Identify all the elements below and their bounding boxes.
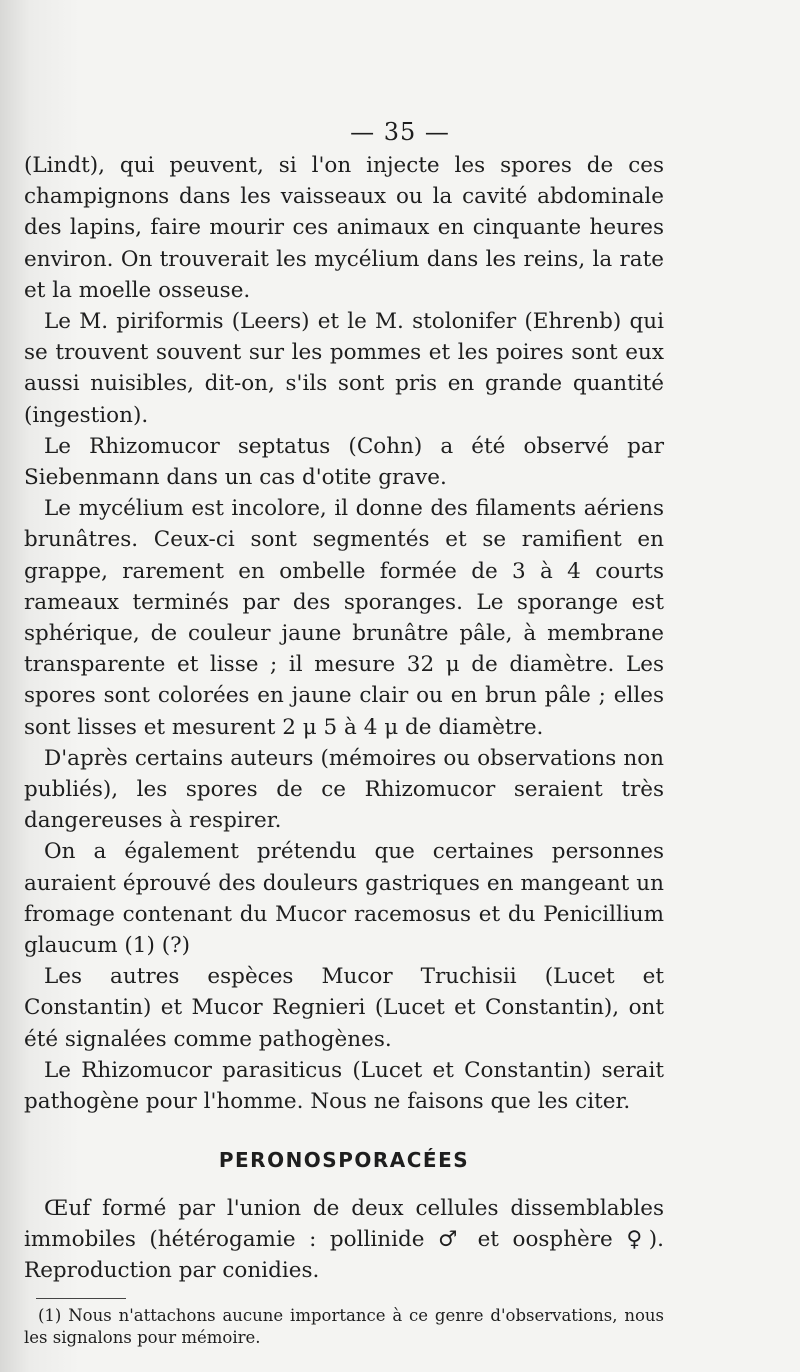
body-text <box>24 150 664 1349</box>
paragraph-2: Le M. piriformis (Leers) et le M. stolonifer (Ehrenb) qui se trouvent souvent sur les pommes et les poires sont eux aussi nuisibles, dit-on, s'ils sont pris en grande quantité (ingestion). <box>24 309 664 428</box>
section-paragraph: Œuf formé par l'union de deux cellules dissemblables immobiles (hétérogamie : pollinide ♂ et oosphère ♀). Reproduction par conidies. <box>24 1195 664 1283</box>
paragraph-1: (Lindt), qui peuvent, si l'on injecte les spores de ces champignons dans les vaisseaux ou la cavité abdominale des lapins, faire mourir ces animaux en cinquante heures environ. On trouverait les mycélium dans les reins, la rate et la moelle osseuse. <box>24 153 664 303</box>
paragraph-3: Le Rhizomucor septatus (Cohn) a été observé par Siebenmann dans un cas d'otite grave. <box>24 433 664 491</box>
page-number: — 35 — <box>350 118 450 146</box>
paragraph-4: Le mycélium est incolore, il donne des filaments aériens brunâtres. Ceux-ci sont segmentés et se ramifient en grappe, rarement en ombelle formée de 3 à 4 courts rameaux terminés par des sporanges. Le sporange est sphérique, de couleur jaune brunâtre pâle, à membrane transparente et lisse ; il mesure 32 μ de diamètre. Les spores sont colorées en jaune clair ou en brun pâle ; elles sont lisses et mesurent 2 μ 5 à 4 μ de diamètre. <box>24 496 664 740</box>
footnote-divider <box>36 1298 126 1299</box>
footnote: (1) Nous n'attachons aucune importance à ce genre d'observations, nous les signalons pour mémoire. <box>24 1306 664 1348</box>
section-heading: PERONOSPORACÉES <box>218 1148 470 1173</box>
paragraph-5: D'après certains auteurs (mémoires ou observations non publiés), les spores de ce Rhizomucor seraient très dangereuses à respirer. <box>24 745 664 834</box>
paragraph-8: Le Rhizomucor parasiticus (Lucet et Constantin) serait pathogène pour l'homme. Nous ne faisons que les citer. <box>24 1057 664 1115</box>
paragraph-6: On a également prétendu que certaines personnes auraient éprouvé des douleurs gastriques en mangeant un fromage contenant du Mucor racemosus et du Penicillium glaucum (1) (?) <box>24 839 664 959</box>
paragraph-7: Les autres espèces Mucor Truchisii (Lucet et Constantin) et Mucor Regnieri (Lucet et Constantin), ont été signalées comme pathogènes. <box>24 964 664 1052</box>
